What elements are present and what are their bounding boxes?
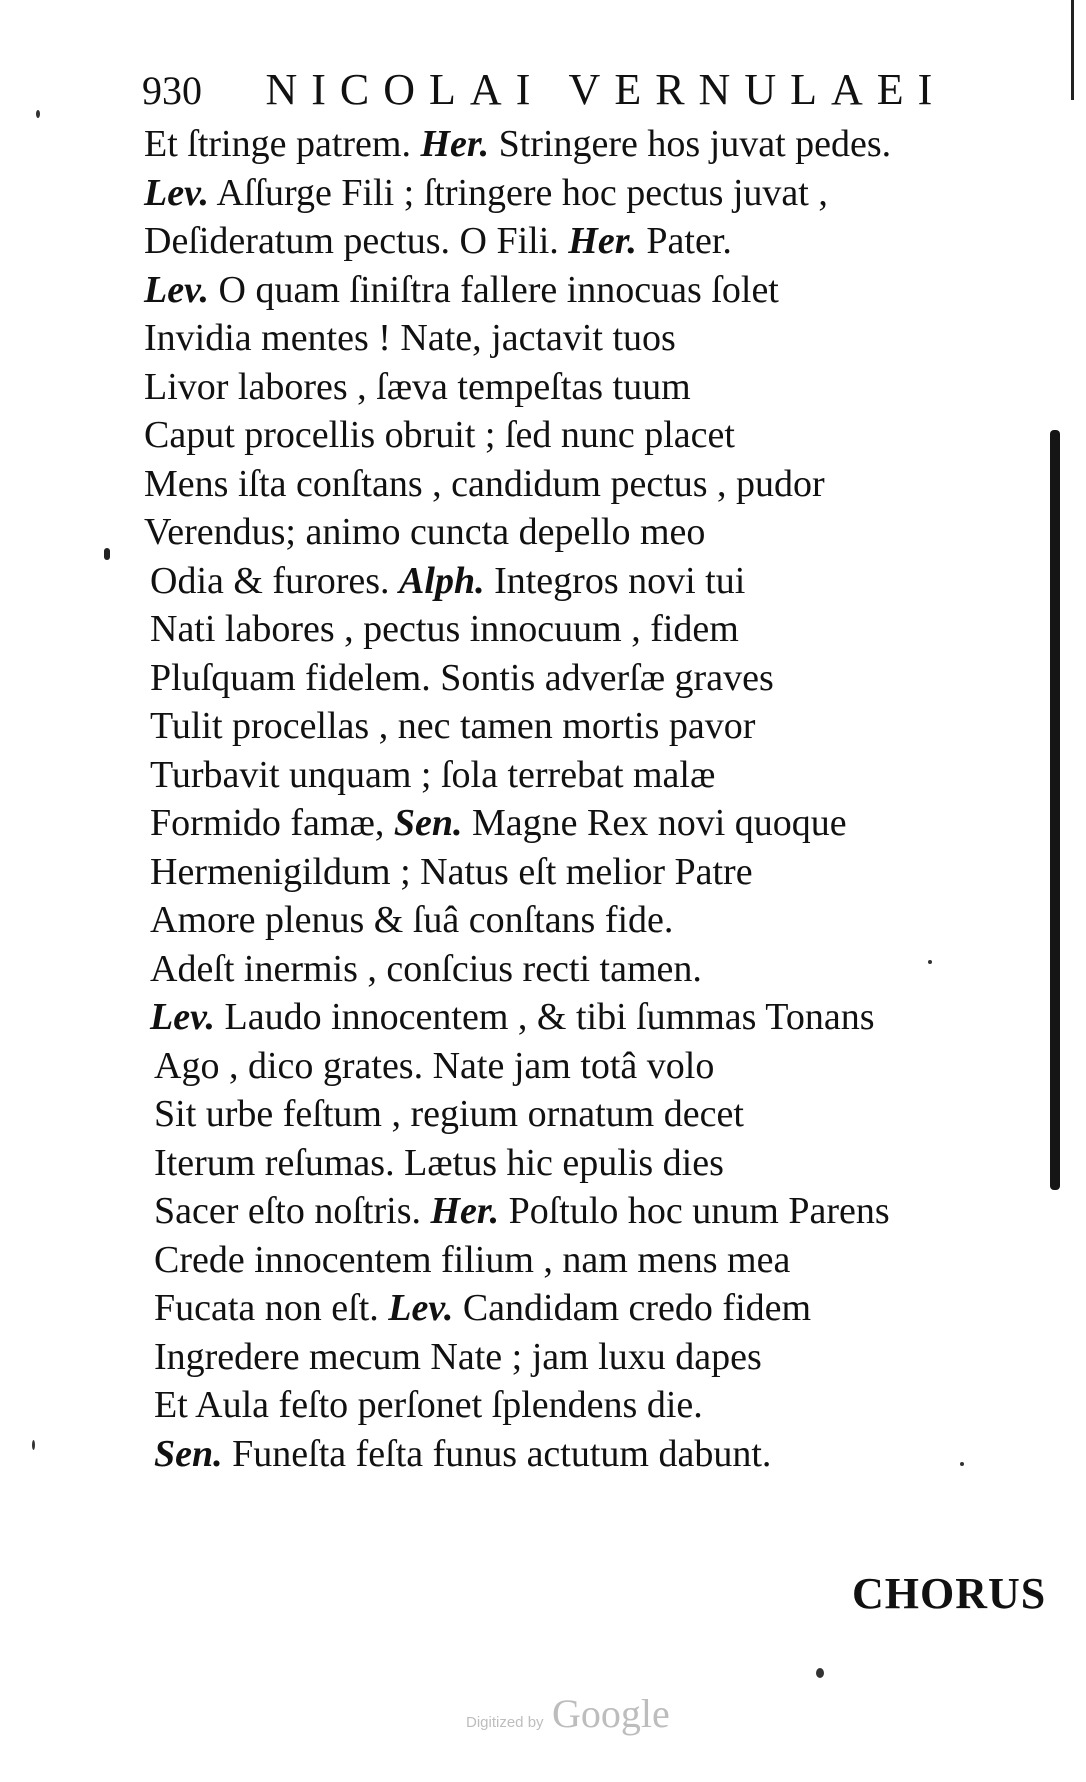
speaker-label: Lev. [150, 996, 216, 1038]
line-text: Funeſta feſta funus actutum dabunt. [222, 1432, 772, 1475]
line-text: Odia & furores. [150, 559, 400, 602]
verse-line [144, 1187, 1044, 1236]
line-text: Crede innocentem filium , nam mens mea [154, 1238, 791, 1281]
verse-line [144, 266, 1044, 315]
verse-line [144, 363, 1044, 412]
speaker-label: Her. [430, 1190, 500, 1232]
running-title: NICOLAI VERNULAEI [265, 65, 947, 114]
ink-mark [104, 548, 110, 560]
line-text: Pater. [636, 220, 732, 262]
line-text: Sacer eſto noſtris. [154, 1190, 431, 1232]
line-text: Deſideratum pectus. O Fili. [144, 220, 569, 262]
verse-line [144, 654, 1044, 703]
verse-line [144, 896, 1044, 945]
verse-line [144, 508, 1044, 557]
line-text: Invidia mentes ! Nate, jactavit tuos [144, 317, 676, 359]
verse-line [144, 1430, 1044, 1479]
line-text: Livor labores , ſæva tempeſtas tuum [144, 365, 691, 408]
line-text: Caput procellis obruit ; ſed nunc placet [144, 414, 735, 456]
line-text: Candidam credo fidem [453, 1287, 812, 1329]
line-text: Poſtulo hoc unum Parens [499, 1190, 890, 1232]
speaker-label: Lev. [388, 1287, 454, 1329]
line-text: Laudo innocentem , & tibi ſummas Tonans [215, 996, 875, 1038]
verse-line [144, 945, 1044, 994]
verse-line [144, 799, 1044, 848]
verse-line [144, 993, 1044, 1042]
line-text: Amore plenus & ſuâ conſtans fide. [150, 899, 674, 941]
digitization-watermark [466, 1690, 670, 1737]
line-text: Sit urbe feſtum , regium ornatum decet [154, 1093, 744, 1135]
line-text: Et Aula feſto perſonet ſplendens die. [154, 1384, 703, 1426]
line-text: Aſſurge Fili ; ſtringere hoc pectus juvat , [209, 171, 828, 214]
line-text: Verendus; animo cuncta depello meo [144, 511, 706, 553]
speaker-label: Sen. [393, 802, 463, 844]
page-number: 930 [142, 68, 202, 113]
verse-line [144, 1284, 1044, 1333]
verse-line [144, 169, 1044, 218]
speaker-label: Sen. [154, 1432, 223, 1475]
verse-line [144, 120, 1044, 169]
verse-line [144, 1139, 1044, 1188]
line-text: Hermenigildum ; Natus eſt melior Patre [150, 850, 753, 893]
verse-line [144, 1236, 1044, 1285]
line-text: Integros novi tui [484, 559, 746, 602]
line-text: Formido famæ, [150, 802, 394, 844]
line-text: Nati labores , pectus innocuum , fidem [150, 608, 739, 650]
verse-line [144, 702, 1044, 751]
line-text: Fucata non eſt. [154, 1287, 389, 1329]
page-edge-line [1071, 0, 1074, 100]
verse-line [144, 1090, 1044, 1139]
verse-line [144, 1381, 1044, 1430]
speck [816, 1668, 824, 1678]
verse-line [144, 848, 1044, 897]
line-text: Stringere hos juvat pedes. [489, 123, 892, 165]
verse-text [144, 120, 1044, 1478]
verse-line [144, 460, 1044, 509]
speck [928, 960, 932, 964]
line-text: O quam ſiniſtra fallere innocuas ſolet [209, 268, 779, 311]
verse-line [144, 411, 1044, 460]
speck [36, 110, 40, 118]
binding-shadow [1050, 430, 1060, 1190]
page-header [142, 64, 962, 114]
speaker-label: Her. [420, 123, 490, 165]
line-text: Magne Rex novi quoque [462, 802, 847, 844]
verse-line [144, 605, 1044, 654]
verse-line [144, 217, 1044, 266]
digitized-by-label: Digitized by [466, 1714, 544, 1731]
line-text: Mens iſta conſtans , candidum pectus , pudor [144, 462, 825, 505]
line-text: Et ſtringe patrem. [144, 123, 421, 165]
line-text: Iterum reſumas. Lætus hic epulis dies [154, 1141, 724, 1184]
speck [32, 1440, 35, 1450]
line-text: Adeſt inermis , conſcius recti tamen. [150, 947, 702, 990]
verse-line [144, 1333, 1044, 1382]
speaker-label: Alph. [399, 559, 485, 602]
verse-line [144, 751, 1044, 800]
catchword: CHORUS [852, 1569, 1047, 1618]
line-text: Ingredere mecum Nate ; jam luxu dapes [154, 1335, 762, 1378]
line-text: Turbavit unquam ; ſola terrebat malæ [150, 753, 716, 796]
speaker-label: Her. [568, 220, 637, 262]
speck [960, 1462, 964, 1466]
line-text: Pluſquam fidelem. Sontis adverſæ graves [150, 656, 774, 699]
line-text: Ago , dico grates. Nate jam totâ volo [154, 1044, 715, 1087]
verse-line [144, 557, 1044, 606]
google-logo: Google [552, 1691, 670, 1736]
speaker-label: Lev. [144, 268, 210, 311]
speaker-label: Lev. [144, 171, 210, 214]
verse-line [144, 314, 1044, 363]
verse-line [144, 1042, 1044, 1091]
line-text: Tulit procellas , nec tamen mortis pavor [150, 705, 756, 747]
